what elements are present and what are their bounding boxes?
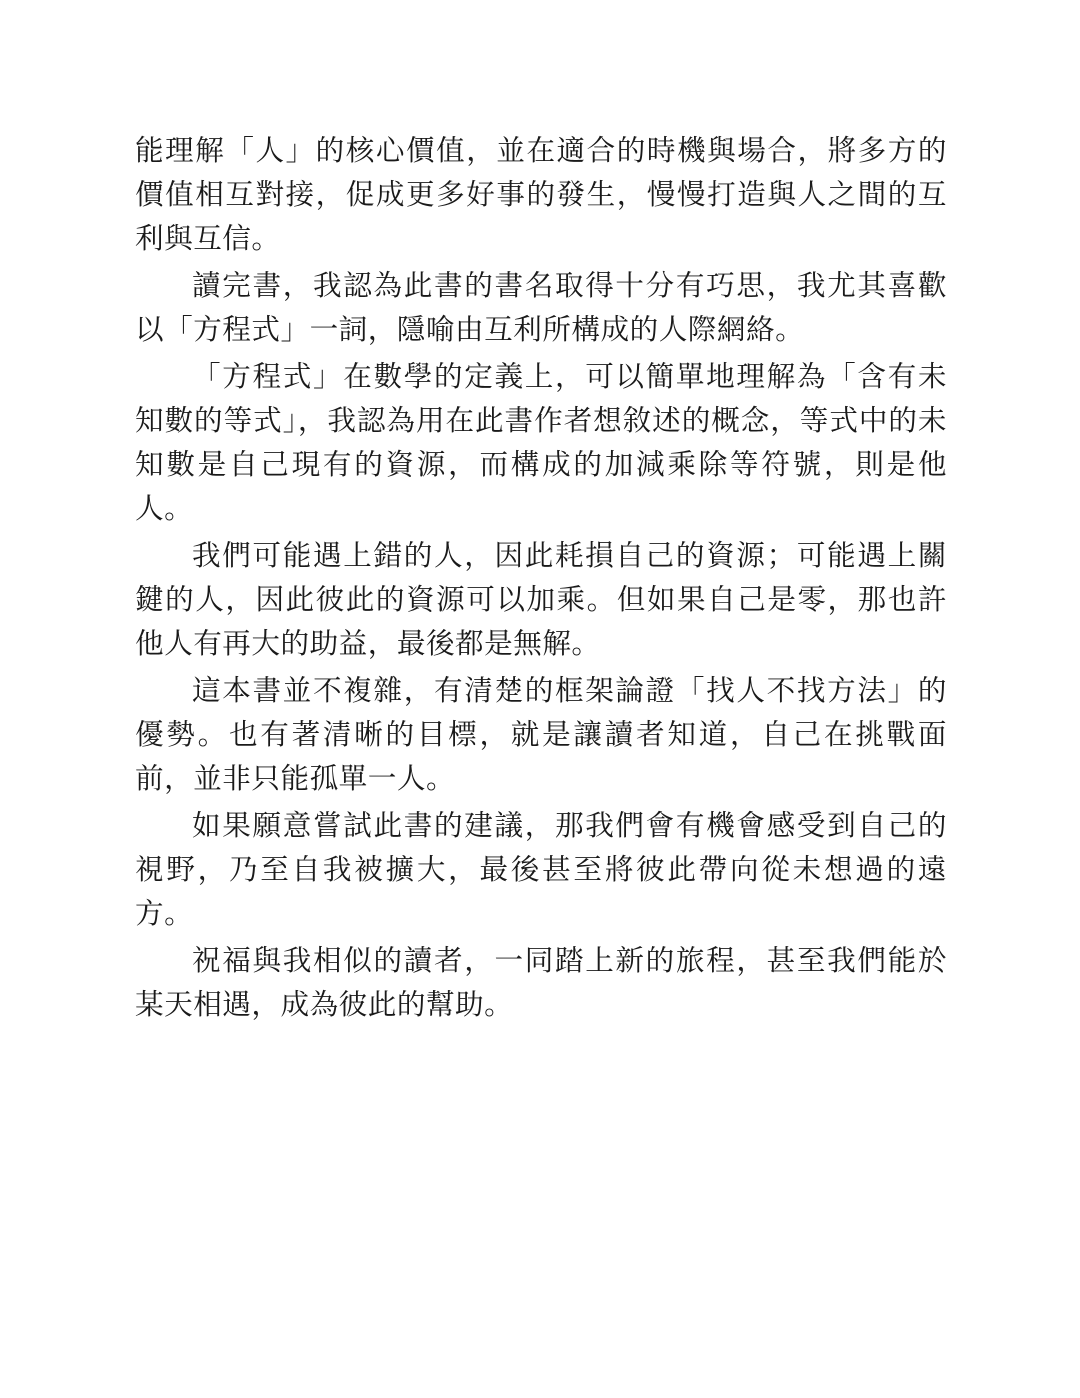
- paragraph-equation-definition: 「方程式」在數學的定義上，可以簡單地理解為「含有未知數的等式」，我認為用在此書作者想敘述的概念，等式中的未知數是自己現有的資源，而構成的加減乘除等符號，則是他人。: [135, 359, 947, 525]
- document-body: [135, 128, 947, 1029]
- paragraph-continuation: 能理解「人」的核心價值，並在適合的時機與場合，將多方的價值相互對接，促成更多好事的發生，慢慢打造與人之間的互利與互信。: [135, 133, 947, 255]
- paragraph-framework: 這本書並不複雜，有清楚的框架論證「找人不找方法」的優勢。也有著清晰的目標，就是讓讀者知道，自己在挑戰面前，並非只能孤單一人。: [135, 673, 947, 795]
- paragraph-book-title-reflection: 讀完書，我認為此書的書名取得十分有巧思，我尤其喜歡以「方程式」一詞，隱喻由互利所構成的人際網絡。: [135, 268, 947, 346]
- paragraph-resources: 我們可能遇上錯的人，因此耗損自己的資源；可能遇上關鍵的人，因此彼此的資源可以加乘。但如果自己是零，那也許他人有再大的助益，最後都是無解。: [135, 538, 947, 660]
- paragraph-suggestion: 如果願意嘗試此書的建議，那我們會有機會感受到自己的視野，乃至自我被擴大，最後甚至將彼此帶向從未想過的遠方。: [135, 808, 947, 930]
- paragraph-blessing: 祝福與我相似的讀者，一同踏上新的旅程，甚至我們能於某天相遇，成為彼此的幫助。: [135, 943, 947, 1021]
